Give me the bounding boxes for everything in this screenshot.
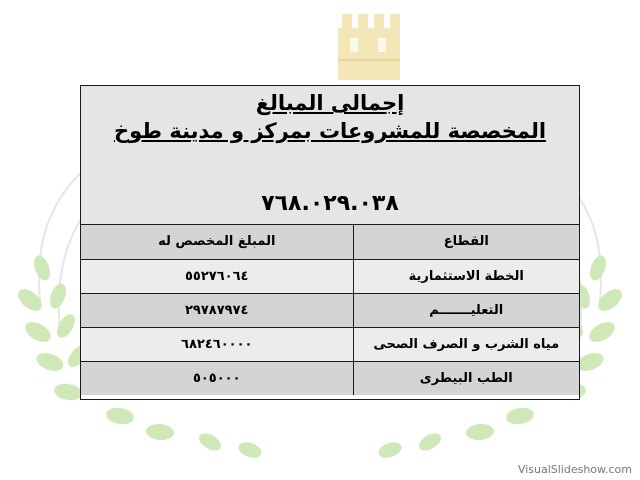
title-box bbox=[81, 86, 579, 225]
sector-cell: مياه الشرب و الصرف الصحى bbox=[353, 327, 579, 361]
amount-cell: ٢٩٧٨٧٩٧٤ bbox=[81, 293, 353, 327]
sector-cell: التعليـــــــم bbox=[353, 293, 579, 327]
table-row bbox=[81, 293, 579, 327]
title-line-1: إجمالى المبالغ bbox=[255, 91, 405, 115]
bottom-laurel-icon bbox=[196, 430, 444, 461]
sector-cell: الخطة الاستثمارية bbox=[353, 259, 579, 293]
tower-icon bbox=[338, 14, 400, 80]
site-watermark: VisualSlideshow.com bbox=[517, 463, 632, 476]
table-row bbox=[81, 361, 579, 395]
allocation-table bbox=[81, 225, 579, 395]
table-row bbox=[81, 327, 579, 361]
title-line-2: المخصصة للمشروعات بمركز و مدينة طوخ bbox=[113, 119, 547, 143]
table-header-row bbox=[81, 225, 579, 259]
amount-cell: ٥٥٢٧٦٠٦٤ bbox=[81, 259, 353, 293]
content-card bbox=[80, 85, 580, 400]
header-amount: المبلغ المخصص له bbox=[81, 225, 353, 259]
amount-cell: ٦٨٢٤٦٠٠٠٠ bbox=[81, 327, 353, 361]
total-amount: ٧٦٨.٠٢٩.٠٣٨ bbox=[261, 191, 399, 216]
header-sector: القطاع bbox=[353, 225, 579, 259]
sector-cell: الطب البيطرى bbox=[353, 361, 579, 395]
amount-cell: ٥٠٥٠٠٠ bbox=[81, 361, 353, 395]
table-row bbox=[81, 259, 579, 293]
